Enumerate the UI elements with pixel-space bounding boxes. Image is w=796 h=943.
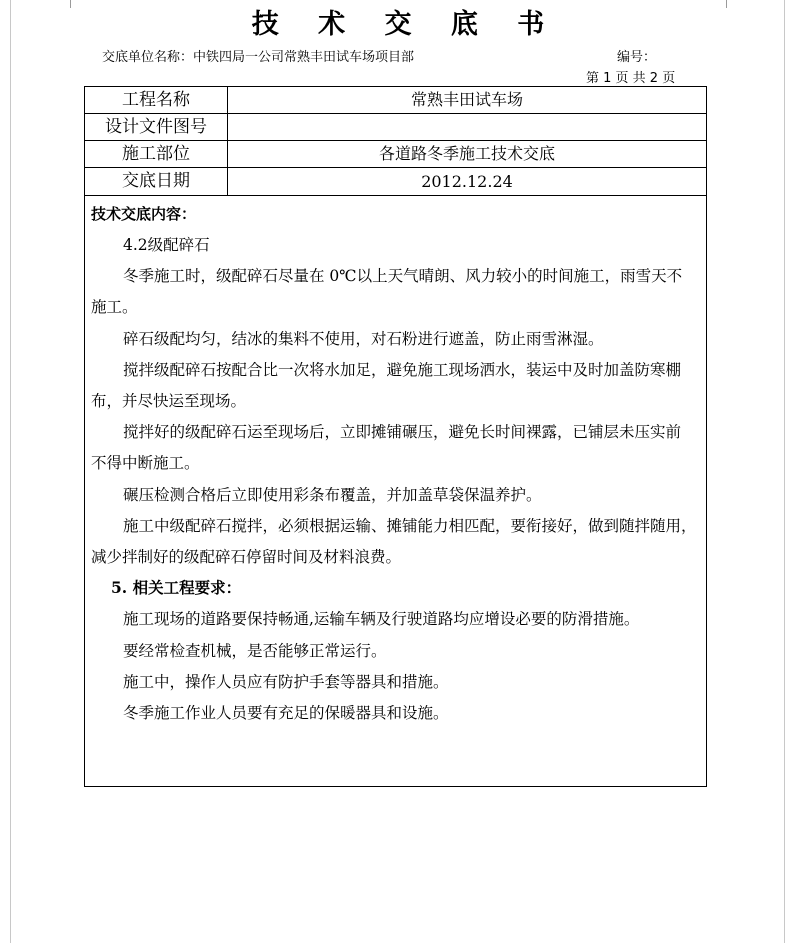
- content-line: 减少拌制好的级配碎石停留时间及材料浪费。: [91, 548, 402, 566]
- document-number-label: 编号：: [617, 50, 657, 65]
- header-value: 常熟丰田试车场: [410, 90, 523, 109]
- content-line: 布，并尽快运至现场。: [91, 392, 247, 410]
- content-line: 施工现场的道路要保持畅通,运输车辆及行驶道路均应增设必要的防滑措施。: [123, 610, 640, 628]
- header-label: 施工部位: [85, 141, 228, 167]
- header-value: 2012.12.24: [421, 172, 513, 191]
- content-line: 搅拌级配碎石按配合比一次将水加足，避免施工现场洒水，装运中及时加盖防寒棚: [123, 361, 682, 379]
- content-line: 碎石级配均匀，结冰的集料不使用，对石粉进行遮盖，防止雨雪淋湿。: [123, 330, 604, 348]
- content-line: 不得中断施工。: [91, 454, 200, 472]
- content-line: 碾压检测合格后立即使用彩条布覆盖，并加盖草袋保温养护。: [123, 486, 542, 504]
- header-label: 交底日期: [85, 168, 228, 195]
- content-line: 施工。: [91, 298, 138, 316]
- header-row-construction-part: [85, 141, 706, 168]
- header-label: 设计文件图号: [85, 114, 228, 140]
- header-row-project: [85, 87, 706, 114]
- content-line: 4.2级配碎石: [123, 236, 210, 254]
- header-value: 各道路冬季施工技术交底: [378, 144, 555, 163]
- page-info: 第 1 页 共 2 页: [586, 71, 676, 86]
- unit-name-label: 交底单位名称：中铁四局一公司常熟丰田试车场项目部: [102, 50, 415, 65]
- document-title: 技 术 交 底 书: [251, 9, 560, 40]
- page-edge-right: [784, 0, 785, 943]
- content-heading: 技术交底内容：: [91, 205, 197, 223]
- content-line: 搅拌好的级配碎石运至现场后，立即摊铺碾压，避免长时间裸露，已铺层未压实前: [123, 423, 682, 441]
- section-heading: 5. 相关工程要求：: [111, 578, 242, 597]
- content-line: 冬季施工时，级配碎石尽量在 0℃以上天气晴朗、风力较小的时间施工，雨雪天不: [123, 267, 683, 285]
- header-row-drawing-number: [85, 114, 706, 141]
- page-edge-left: [10, 0, 11, 943]
- content-line: 施工中，操作人员应有防护手套等器具和措施。: [123, 673, 449, 691]
- disclosure-sheet: [84, 86, 707, 787]
- content-line: 施工中级配碎石搅拌，必须根据运输、摊铺能力相匹配，要衔接好，做到随拌随用，: [123, 517, 697, 535]
- header-label: 工程名称: [85, 87, 228, 113]
- content-line: 冬季施工作业人员要有充足的保暖器具和设施。: [123, 704, 449, 722]
- header-row-disclosure-date: [85, 168, 706, 196]
- header-value: [228, 114, 706, 140]
- content-line: 要经常检查机械，是否能够正常运行。: [123, 642, 387, 660]
